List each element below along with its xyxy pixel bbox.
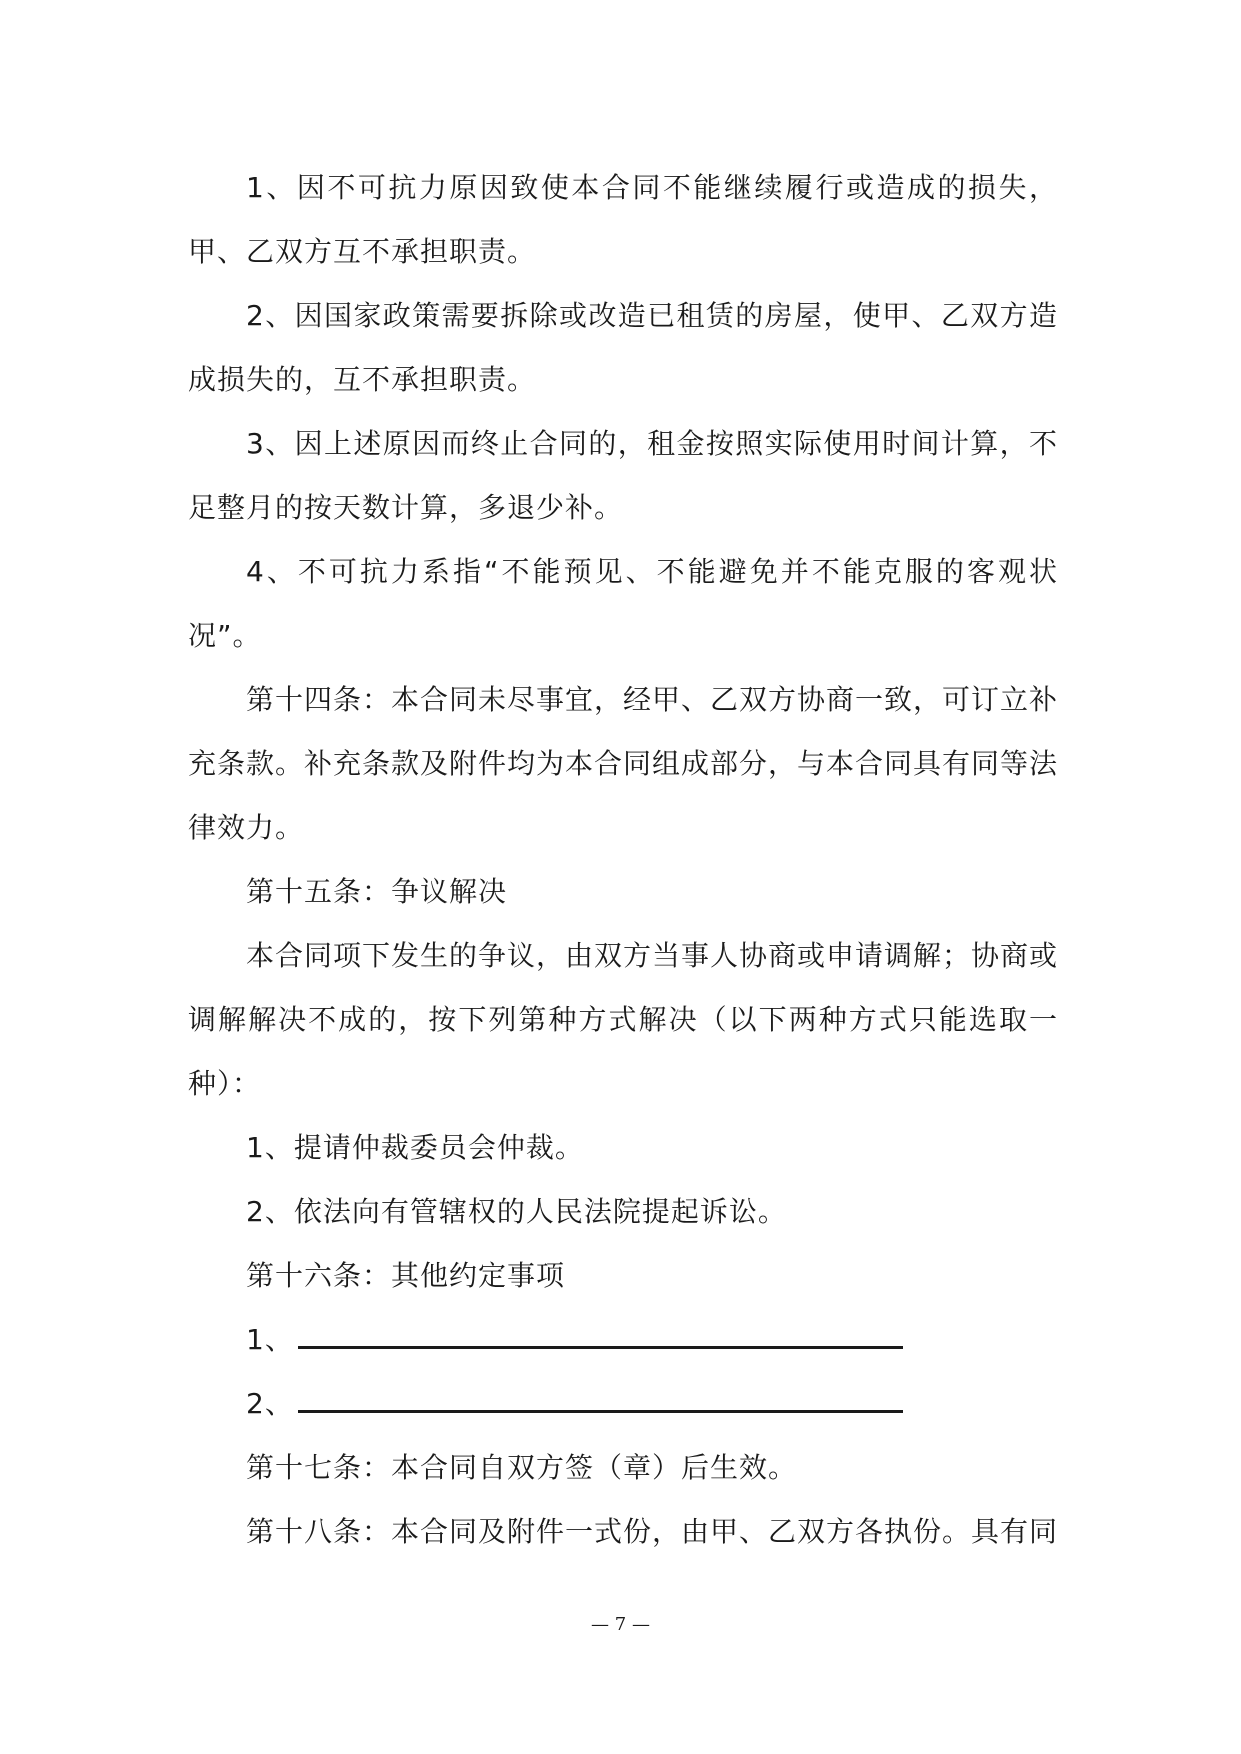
clause-force-majeure-4: 4、不可抗力系指“不能预见、不能避免并不能克服的客观状况”。 (188, 555, 1058, 652)
fill-in-blank-line[interactable] (298, 1328, 903, 1349)
clause-force-majeure-1: 1、因不可抗力原因致使本合同不能继续履行或造成的损失，甲、乙双方互不承担职责。 (188, 171, 1058, 268)
article-15-heading: 第十五条：争议解决 (246, 875, 508, 908)
fill-in-blank-line[interactable] (298, 1392, 903, 1413)
clause-force-majeure-3: 3、因上述原因而终止合同的，租金按照实际使用时间计算，不足整月的按天数计算，多退少补。 (188, 427, 1058, 524)
document-body (188, 156, 1058, 1564)
other-item-1-label: 1、 (246, 1323, 294, 1356)
dispute-option-2: 2、依法向有管辖权的人民法院提起诉讼。 (246, 1195, 787, 1228)
dispute-option-1: 1、提请仲裁委员会仲裁。 (246, 1131, 584, 1164)
article-14: 第十四条：本合同未尽事宜，经甲、乙双方协商一致，可订立补充条款。补充条款及附件均为本合同组成部分，与本合同具有同等法律效力。 (188, 683, 1059, 844)
other-item-2-label: 2、 (246, 1387, 294, 1420)
article-18: 第十八条：本合同及附件一式份，由甲、乙双方各执份。具有同 (246, 1515, 1059, 1548)
clause-force-majeure-2: 2、因国家政策需要拆除或改造已租赁的房屋，使甲、乙双方造成损失的，互不承担职责。 (188, 299, 1058, 396)
article-17: 第十七条：本合同自双方签（章）后生效。 (246, 1451, 798, 1484)
page-number: — 7 — (591, 1614, 650, 1635)
article-16-heading: 第十六条：其他约定事项 (246, 1259, 566, 1292)
other-item-2 (188, 1372, 1058, 1436)
article-15-body: 本合同项下发生的争议，由双方当事人协商或申请调解；协商或调解解决不成的，按下列第种方式解决（以下两种方式只能选取一种）： (188, 939, 1059, 1100)
other-item-1 (188, 1308, 1058, 1372)
